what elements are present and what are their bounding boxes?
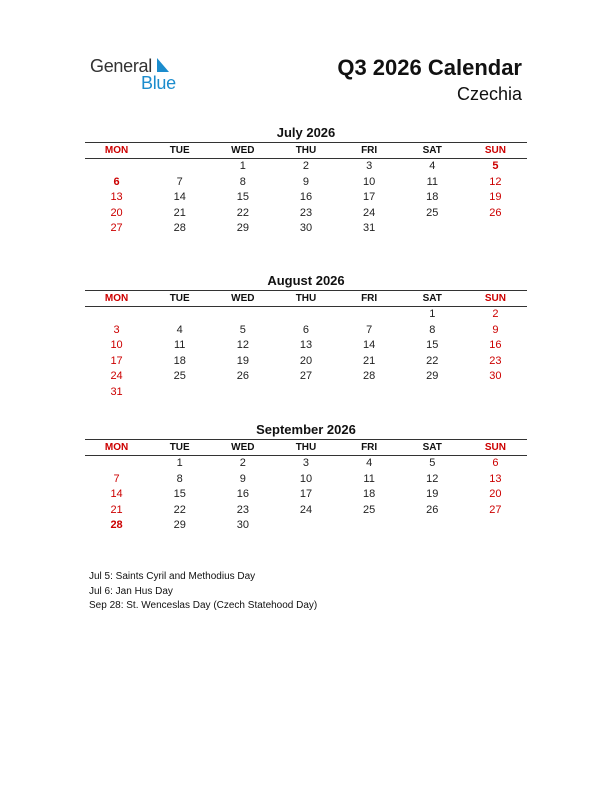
weekday-mon: MON [104, 442, 129, 453]
day-cell: 5 [239, 323, 246, 336]
day-cell: 29 [236, 222, 249, 234]
holiday-entry: Sep 28: St. Wenceslas Day (Czech Statehood Day) [89, 600, 318, 611]
weekday-mon: MON [104, 145, 129, 156]
weekday-mon: MON [104, 293, 129, 304]
country-name: Czechia [456, 84, 522, 104]
weekday-wed: WED [231, 145, 255, 156]
brand-logo [90, 56, 190, 96]
month-weeks [85, 159, 527, 237]
day-cell [401, 385, 464, 401]
holiday-entry: Jul 6: Jan Hus Day [89, 585, 173, 597]
day-cell: 29 [173, 519, 186, 531]
day-cell: 24 [363, 206, 376, 219]
day-cell: 30 [489, 370, 502, 382]
day-cell: 9 [239, 472, 246, 485]
day-cell: 2 [239, 457, 246, 469]
day-cell [401, 518, 464, 534]
holiday-entry: Jul 5: Saints Cyril and Methodius Day [89, 571, 256, 582]
day-cell: 30 [236, 519, 249, 531]
weekday-sun: SUN [484, 293, 506, 304]
week-row [85, 175, 527, 191]
day-cell: 15 [236, 191, 249, 203]
day-cell: 23 [299, 206, 313, 219]
day-cell: 1 [176, 457, 183, 469]
day-cell: 10 [363, 175, 376, 188]
day-cell: 4 [366, 457, 373, 469]
day-cell: 14 [173, 191, 186, 203]
week-row [85, 190, 527, 206]
day-cell: 6 [302, 323, 310, 336]
day-cell [274, 385, 337, 401]
day-cell: 9 [302, 175, 310, 188]
day-cell: 9 [492, 323, 499, 336]
day-cell: 4 [176, 323, 183, 336]
day-cell: 27 [489, 503, 502, 516]
day-cell: 20 [489, 488, 502, 500]
day-cell: 15 [173, 488, 186, 500]
week-row [85, 503, 527, 519]
day-cell: 21 [173, 206, 186, 219]
day-cell: 28 [173, 222, 186, 234]
day-cell: 11 [363, 472, 375, 485]
day-cell: 2 [302, 160, 310, 172]
day-cell [464, 221, 527, 237]
day-cell: 31 [363, 222, 376, 234]
week-row [85, 354, 527, 370]
day-cell: 16 [236, 488, 249, 500]
day-cell: 11 [426, 175, 438, 188]
day-cell: 26 [426, 503, 439, 516]
day-cell: 21 [110, 503, 123, 516]
weekday-wed: WED [231, 293, 255, 304]
day-cell: 15 [426, 339, 439, 351]
weekday-tue: TUE [169, 293, 190, 304]
weekday-fri: FRI [361, 293, 378, 304]
day-cell: 17 [299, 488, 313, 500]
day-cell: 5 [429, 457, 436, 469]
day-cell [338, 307, 401, 323]
day-cell: 23 [489, 354, 502, 367]
brand-blue-text: Blue [141, 73, 176, 93]
day-cell: 19 [426, 488, 439, 500]
weekday-header [85, 142, 527, 159]
day-cell [401, 221, 464, 237]
day-cell [85, 307, 148, 323]
day-cell: 8 [176, 472, 183, 485]
page-title: Q3 2026 Calendar [337, 55, 522, 80]
month-weeks [85, 307, 527, 400]
day-cell [274, 307, 337, 323]
day-cell [338, 518, 401, 534]
day-cell: 16 [299, 191, 313, 203]
day-cell: 18 [363, 488, 376, 500]
day-cell: 12 [426, 472, 439, 485]
day-cell [85, 456, 148, 472]
day-cell: 18 [173, 354, 186, 367]
day-cell: 25 [426, 206, 439, 219]
day-cell: 16 [489, 339, 502, 351]
day-cell [148, 307, 211, 323]
day-cell: 22 [426, 354, 439, 367]
month-title: September 2026 [256, 422, 356, 437]
day-cell: 2 [492, 308, 499, 320]
day-cell: 11 [174, 339, 186, 351]
day-cell: 7 [176, 175, 183, 188]
week-row [85, 385, 527, 401]
weekday-fri: FRI [361, 442, 378, 453]
day-cell: 1 [429, 308, 436, 320]
week-row [85, 221, 527, 237]
day-cell: 14 [110, 488, 123, 500]
month-title: July 2026 [276, 125, 336, 140]
weekday-thu: THU [295, 145, 317, 156]
month-august [85, 272, 527, 400]
day-cell: 5 [492, 160, 499, 172]
day-cell: 29 [426, 370, 439, 382]
day-cell: 13 [110, 191, 123, 203]
day-cell [464, 518, 527, 534]
day-cell: 6 [113, 175, 120, 188]
day-cell [148, 385, 211, 401]
day-cell: 19 [236, 354, 249, 367]
day-cell: 14 [363, 339, 376, 351]
day-cell: 1 [239, 160, 246, 172]
holiday-list [89, 570, 317, 614]
day-cell: 26 [489, 206, 502, 219]
day-cell: 10 [299, 472, 313, 485]
day-cell: 24 [299, 503, 313, 516]
week-row [85, 159, 527, 175]
week-row [85, 518, 527, 534]
weekday-fri: FRI [361, 145, 378, 156]
day-cell: 3 [366, 160, 373, 172]
day-cell [274, 518, 337, 534]
weekday-sat: SAT [422, 145, 442, 156]
day-cell: 17 [363, 191, 376, 203]
brand-flag-icon [157, 58, 169, 72]
day-cell: 4 [429, 160, 436, 172]
day-cell: 7 [113, 472, 120, 485]
weekday-sun: SUN [484, 442, 506, 453]
day-cell: 22 [236, 206, 249, 219]
day-cell [464, 385, 527, 401]
day-cell: 12 [489, 175, 502, 188]
day-cell: 8 [429, 323, 436, 336]
day-cell: 25 [173, 370, 186, 382]
day-cell: 31 [110, 385, 123, 398]
day-cell: 20 [110, 206, 123, 219]
month-september [85, 421, 527, 534]
weekday-header [85, 290, 527, 307]
day-cell: 27 [110, 222, 123, 234]
week-row [85, 206, 527, 222]
weekday-wed: WED [231, 442, 255, 453]
week-row [85, 487, 527, 503]
month-weeks [85, 456, 527, 534]
day-cell: 20 [299, 354, 313, 367]
day-cell: 27 [299, 370, 313, 382]
day-cell [85, 159, 148, 175]
day-cell: 28 [363, 370, 376, 382]
week-row [85, 323, 527, 339]
day-cell: 12 [236, 339, 249, 351]
weekday-sat: SAT [422, 442, 442, 453]
weekday-sat: SAT [422, 293, 442, 304]
weekday-thu: THU [295, 442, 317, 453]
month-july [85, 124, 527, 237]
day-cell: 24 [110, 370, 123, 382]
day-cell: 19 [489, 191, 502, 203]
weekday-tue: TUE [169, 145, 190, 156]
week-row [85, 369, 527, 385]
day-cell: 18 [426, 191, 439, 203]
day-cell: 26 [236, 370, 249, 382]
day-cell: 8 [239, 175, 246, 188]
day-cell [211, 307, 274, 323]
brand-general-text: General [90, 56, 152, 76]
weekday-tue: TUE [169, 442, 190, 453]
day-cell [338, 385, 401, 401]
day-cell: 13 [299, 339, 313, 351]
day-cell: 6 [492, 457, 499, 469]
day-cell: 23 [236, 503, 249, 516]
day-cell: 25 [363, 503, 376, 516]
day-cell [148, 159, 211, 175]
day-cell: 22 [173, 503, 186, 516]
day-cell: 30 [299, 222, 313, 234]
day-cell [211, 385, 274, 401]
month-title: August 2026 [267, 273, 345, 288]
week-row [85, 307, 527, 323]
weekday-header [85, 439, 527, 456]
weekday-thu: THU [295, 293, 317, 304]
day-cell: 3 [113, 323, 120, 336]
day-cell: 28 [110, 519, 123, 531]
day-cell: 7 [366, 323, 373, 336]
week-row [85, 472, 527, 488]
day-cell: 10 [110, 339, 123, 351]
day-cell: 13 [489, 472, 502, 485]
day-cell: 3 [302, 457, 310, 469]
day-cell: 17 [110, 354, 123, 367]
week-row [85, 338, 527, 354]
day-cell: 21 [363, 354, 376, 367]
week-row [85, 456, 527, 472]
weekday-sun: SUN [484, 145, 506, 156]
